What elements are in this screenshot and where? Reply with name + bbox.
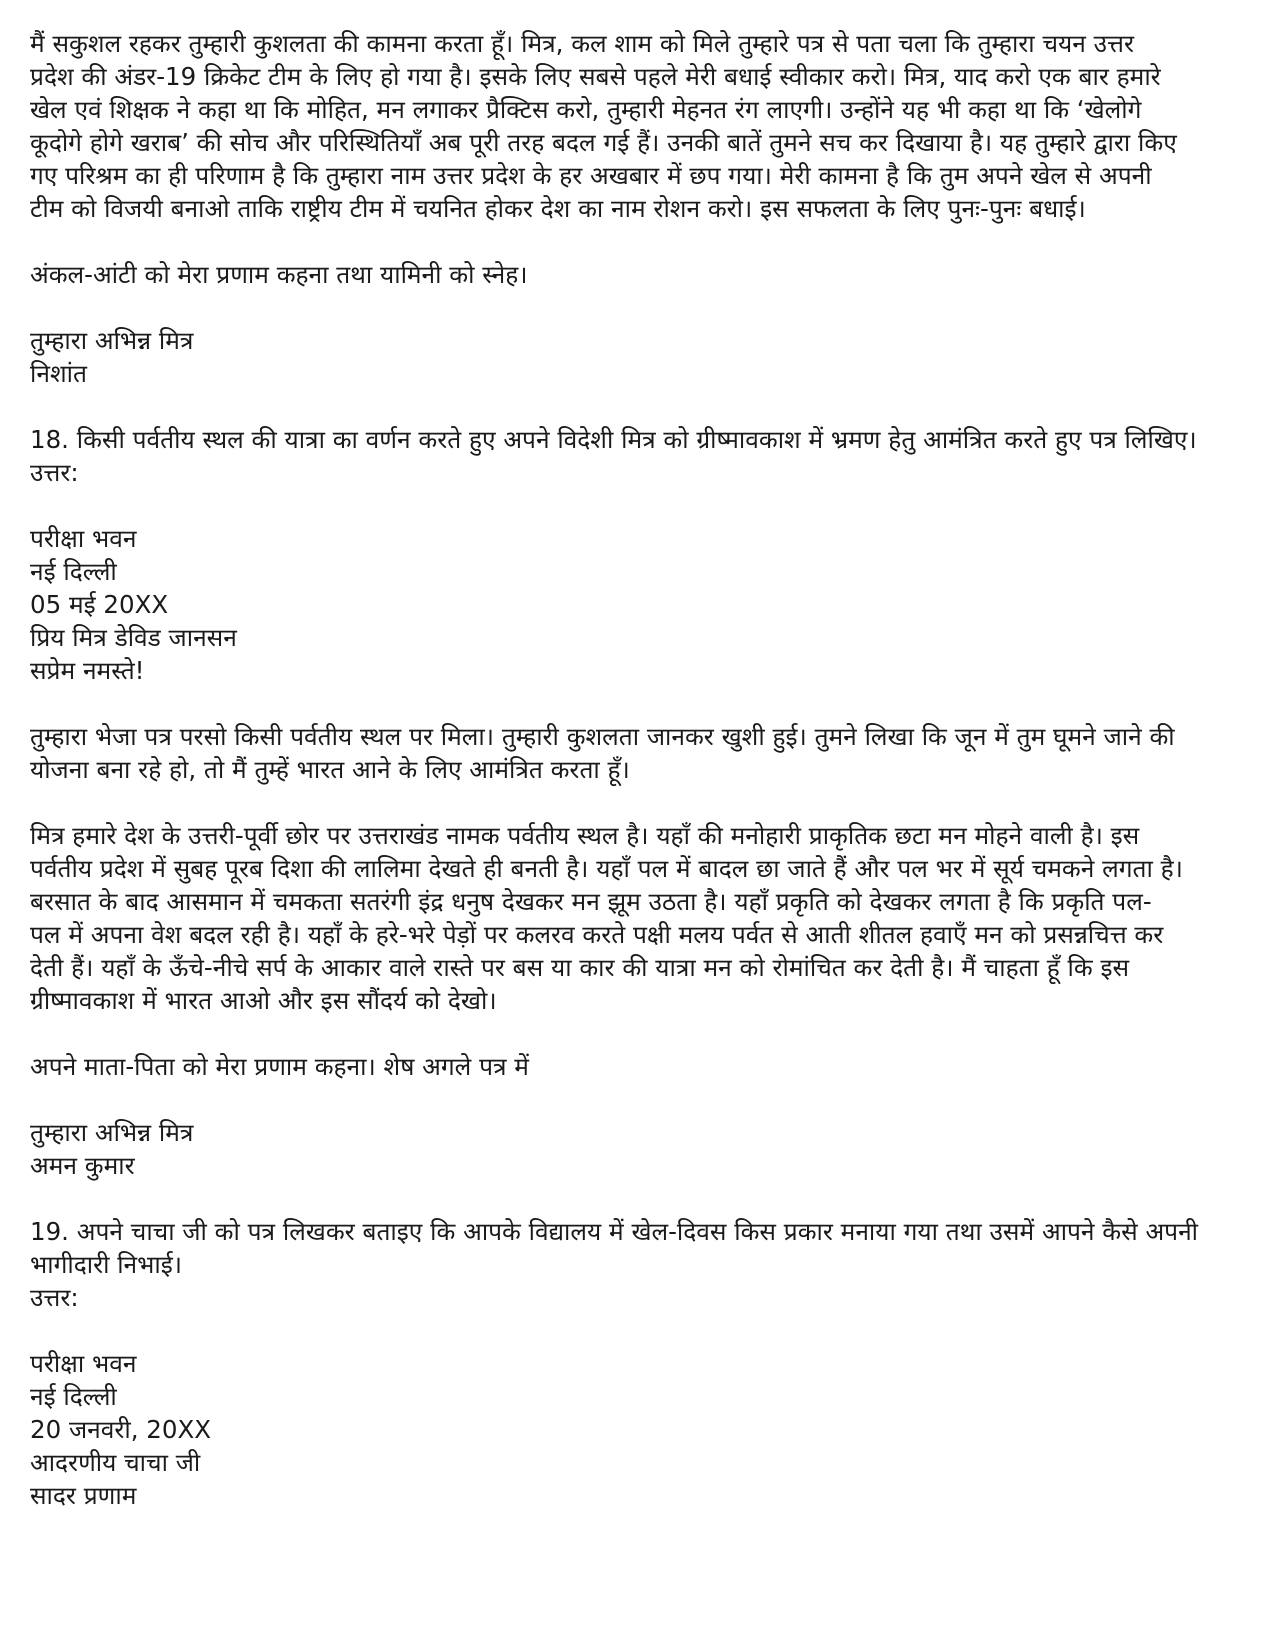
text-line: बरसात के बाद आसमान में चमकता सतरंगी इंद्र धनुष देखकर मन झूम उठता है। यहाँ प्रकृति को देखकर लगता है कि प्रकृति पल- <box>30 887 1152 916</box>
text-line: कूदोगे होगे खराब’ की सोच और परिस्थितियाँ अब पूरी तरह बदल गई हैं। उनकी बातें तुमने सच कर दिखाया है। यह तुम्हारे द्वारा किए <box>30 128 1177 157</box>
q18-answer-label: उत्तर: <box>30 458 79 487</box>
q18-greeting: सप्रेम नमस्ते! <box>30 656 145 685</box>
q18-address-line: परीक्षा भवन <box>30 524 137 553</box>
q18-paragraph-1 <box>30 720 1245 786</box>
text-line: प्रदेश की अंडर-19 क्रिकेट टीम के लिए हो गया है। इसके लिए सबसे पहले मेरी बधाई स्वीकार करो। मित्र, याद करो एक बार हमारे <box>30 62 1161 91</box>
q18-regards: अपने माता-पिता को मेरा प्रणाम कहना। शेष अगले पत्र में <box>30 1052 529 1081</box>
q18-paragraph-2 <box>30 819 1245 1017</box>
q18-signature: अमन कुमार <box>30 1151 135 1180</box>
text-line: मैं सकुशल रहकर तुम्हारी कुशलता की कामना करता हूँ। मित्र, कल शाम को मिले तुम्हारे पत्र से पता चला कि तुम्हारा चयन उत्तर <box>30 29 1134 58</box>
q18-address-line: नई दिल्ली <box>30 557 117 586</box>
text-line: पल में अपना वेश बदल रही है। यहाँ के हरे-भरे पेड़ों पर कलरव करते पक्षी मलय पर्वत से आती शीतल हवाएँ मन को प्रसन्नचित्त कर <box>30 920 1164 949</box>
text-line: ग्रीष्मावकाश में भारत आओ और इस सौंदर्य को देखो। <box>30 986 497 1015</box>
q19-salutation: आदरणीय चाचा जी <box>30 1448 201 1477</box>
q18-salutation: प्रिय मित्र डेविड जानसन <box>30 623 237 652</box>
letter1-regards: अंकल-आंटी को मेरा प्रणाम कहना तथा यामिनी को स्नेह। <box>30 260 528 289</box>
q19-greeting: सादर प्रणाम <box>30 1481 137 1510</box>
letter1-body <box>30 27 1245 225</box>
text-line: गए परिश्रम का ही परिणाम है कि तुम्हारा नाम उत्तर प्रदेश के हर अखबार में छप गया। मेरी कामना है कि तुम अपने खेल से अपनी <box>30 161 1152 190</box>
q19-address-line: परीक्षा भवन <box>30 1349 137 1378</box>
text-line: योजना बना रहे हो, तो मैं तुम्हें भारत आने के लिए आमंत्रित करता हूँ। <box>30 755 630 784</box>
q18-question: 18. किसी पर्वतीय स्थल की यात्रा का वर्णन करते हुए अपने विदेशी मित्र को ग्रीष्मावकाश में भ्रमण हेतु आमंत्रित करते हुए पत्र लिखिए। <box>30 425 1197 454</box>
text-line: देती हैं। यहाँ के ऊँचे-नीचे सर्प के आकार वाले रास्ते पर बस या कार की यात्रा मन को रोमांचित कर देती है। मैं चाहता हूँ कि इस <box>30 953 1130 982</box>
text-line: तुम्हारा भेजा पत्र परसो किसी पर्वतीय स्थल पर मिला। तुम्हारी कुशलता जानकर खुशी हुई। तुमने लिखा कि जून में तुम घूमने जाने की <box>30 722 1175 751</box>
text-line: टीम को विजयी बनाओ ताकि राष्ट्रीय टीम में चयनित होकर देश का नाम रोशन करो। इस सफलता के लिए पुनः-पुनः बधाई। <box>30 194 1086 223</box>
q19-question-line: 19. अपने चाचा जी को पत्र लिखकर बताइए कि आपके विद्यालय में खेल-दिवस किस प्रकार मनाया गया तथा उसमें आपने कैसे अपनी <box>30 1217 1199 1246</box>
q18-closing: तुम्हारा अभिन्न मित्र <box>30 1118 194 1147</box>
letter1-closing: तुम्हारा अभिन्न मित्र <box>30 326 194 355</box>
text-line: पर्वतीय प्रदेश में सुबह पूरब दिशा की लालिमा देखते ही बनती है। यहाँ पल में बादल छा जाते हैं और पल भर में सूर्य चमकने लगता है। <box>30 854 1183 883</box>
text-line: खेल एवं शिक्षक ने कहा था कि मोहित, मन लगाकर प्रैक्टिस करो, तुम्हारी मेहनत रंग लाएगी। उन्होंने यह भी कहा था कि ‘खेलोगे <box>30 95 1142 124</box>
q19-answer-label: उत्तर: <box>30 1283 79 1312</box>
text-line: मित्र हमारे देश के उत्तरी-पूर्वी छोर पर उत्तराखंड नामक पर्वतीय स्थल है। यहाँ की मनोहारी प्राकृतिक छटा मन मोहने वाली है। इस <box>30 821 1140 850</box>
q18-date: 05 मई 20XX <box>30 590 169 619</box>
q19-question-line: भागीदारी निभाई। <box>30 1250 183 1279</box>
q19-address-line: नई दिल्ली <box>30 1382 117 1411</box>
q19-date: 20 जनवरी, 20XX <box>30 1415 212 1444</box>
letter1-signature: निशांत <box>30 359 87 388</box>
